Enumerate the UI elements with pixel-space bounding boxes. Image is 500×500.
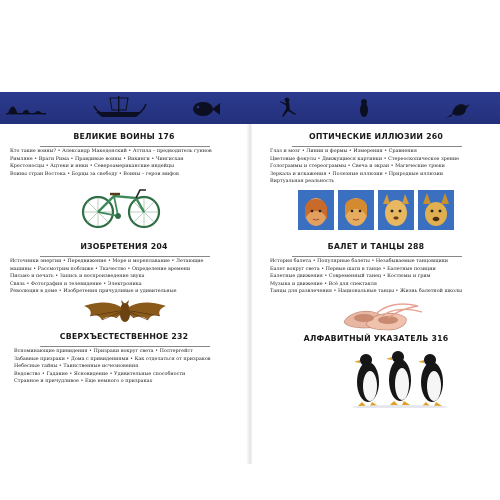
- viking-ship-icon: [94, 96, 146, 117]
- section-title-optical-illusions: ОПТИЧЕСКИЕ ИЛЛЮЗИИ 260: [309, 132, 443, 141]
- list-item: Небесные тайны • Таинственные исчезновения: [14, 363, 139, 370]
- list-item: Воины стран Востока • Борцы за свободу • Воины – герои мифов: [10, 170, 179, 177]
- list-item: Странное и причудливое • Еще немного о призраках: [14, 378, 153, 385]
- left-page: [0, 124, 248, 464]
- list-item: Революция в доме • Изобретения причудливые и удивительные: [10, 288, 177, 295]
- monster-icon: [6, 107, 46, 115]
- face-panel: [338, 190, 374, 230]
- bird-icon: [446, 104, 470, 118]
- fish-icon: [193, 102, 220, 116]
- section-title-index: АЛФАВИТНЫЙ УКАЗАТЕЛЬ 316: [303, 334, 449, 343]
- list-item: Письмо и печать • Запись и воспроизведение звука: [10, 273, 145, 280]
- list-item: Балет вокруг света • Первые шаги в танце • Балетные позиции: [270, 265, 436, 272]
- section-title-ballet: БАЛЕТ И ТАНЦЫ 288: [327, 242, 425, 251]
- list-item: Танцы для развлечения • Национальные танцы • Жизнь балетной школы: [270, 288, 463, 295]
- bat-illustration: [80, 296, 170, 332]
- divider: [40, 346, 210, 347]
- warriors-topics: [10, 148, 212, 178]
- section-title-warriors: ВЕЛИКИЕ ВОИНЫ 176: [73, 132, 175, 141]
- list-item: Ведовство • Гадание • Ясновидение • Удивительные способности: [14, 370, 186, 377]
- list-item: Римляне • Враги Рима • Правдивые воины • Викинги • Чингисхан: [10, 155, 184, 162]
- list-item: Балетные движения • Современный танец • Костюмы и грим: [270, 273, 431, 280]
- right-page: [252, 124, 500, 464]
- illusions-topics: [270, 148, 459, 186]
- divider: [292, 146, 462, 147]
- penguins-illustration: [350, 346, 450, 408]
- list-item: машины • Рассмотрим поближе • Ткачество • Определение времени: [10, 265, 191, 272]
- inventions-topics: [10, 258, 203, 296]
- list-item: Виртуальная реальность: [270, 178, 335, 185]
- face-morph-illustration: [298, 190, 454, 230]
- face-panel: [378, 190, 414, 230]
- divider: [40, 256, 210, 257]
- decorative-band: [0, 92, 500, 124]
- section-title-supernatural: СВЕРХЪЕСТЕСТВЕННОЕ 232: [59, 332, 189, 341]
- ballet-topics: [270, 258, 462, 296]
- list-item: Вспоминающие привидения • Призраки вокруг света • Полтергейст: [14, 348, 193, 354]
- divider: [40, 146, 210, 147]
- section-title-inventions: ИЗОБРЕТЕНИЯ 204: [80, 242, 168, 251]
- divider: [292, 256, 462, 257]
- list-item: Глаз и мозг • Линии и формы • Измерения • Сравнения: [270, 148, 417, 154]
- bottom-margin: [0, 464, 500, 500]
- list-item: История балета • Популярные балеты • Незабываемые танцовщики: [270, 258, 449, 264]
- penguin: [386, 351, 411, 405]
- penguin: [354, 354, 379, 406]
- list-item: Цветовые фокусы • Движущиеся картинки • Стереоскопическое зрение: [270, 155, 460, 162]
- supernatural-topics: [14, 348, 211, 386]
- list-item: Источники энергии • Передвижение • Море и мореплавание • Летающие: [10, 258, 204, 264]
- face-panel: [418, 190, 454, 230]
- penguin-icon: [360, 99, 368, 117]
- list-item: Кто такие воины? • Александр Македонский • Аттила – предводитель гуннов: [10, 148, 212, 154]
- face-panel: [298, 190, 334, 230]
- list-item: Забавные призраки • Дома с привидениями • Как отделаться от призраков: [14, 355, 211, 362]
- list-item: Голограммы и стереограммы • Свеча и экран • Магические трюки: [270, 163, 445, 170]
- list-item: Связь • Фотография и телевидение • Электроника: [10, 280, 142, 287]
- ballet-slippers-illustration: [336, 298, 426, 334]
- list-item: Музыка и движение • Всё для спектакля: [270, 280, 377, 287]
- list-item: Крестоносцы • Ацтеки и инки • Североамериканские индейцы: [10, 163, 174, 170]
- penguin: [418, 354, 443, 406]
- dancer-icon: [280, 98, 296, 117]
- bicycle-illustration: [78, 186, 168, 230]
- list-item: Зеркала и искажения • Полезные иллюзии • Природные иллюзии: [270, 170, 444, 177]
